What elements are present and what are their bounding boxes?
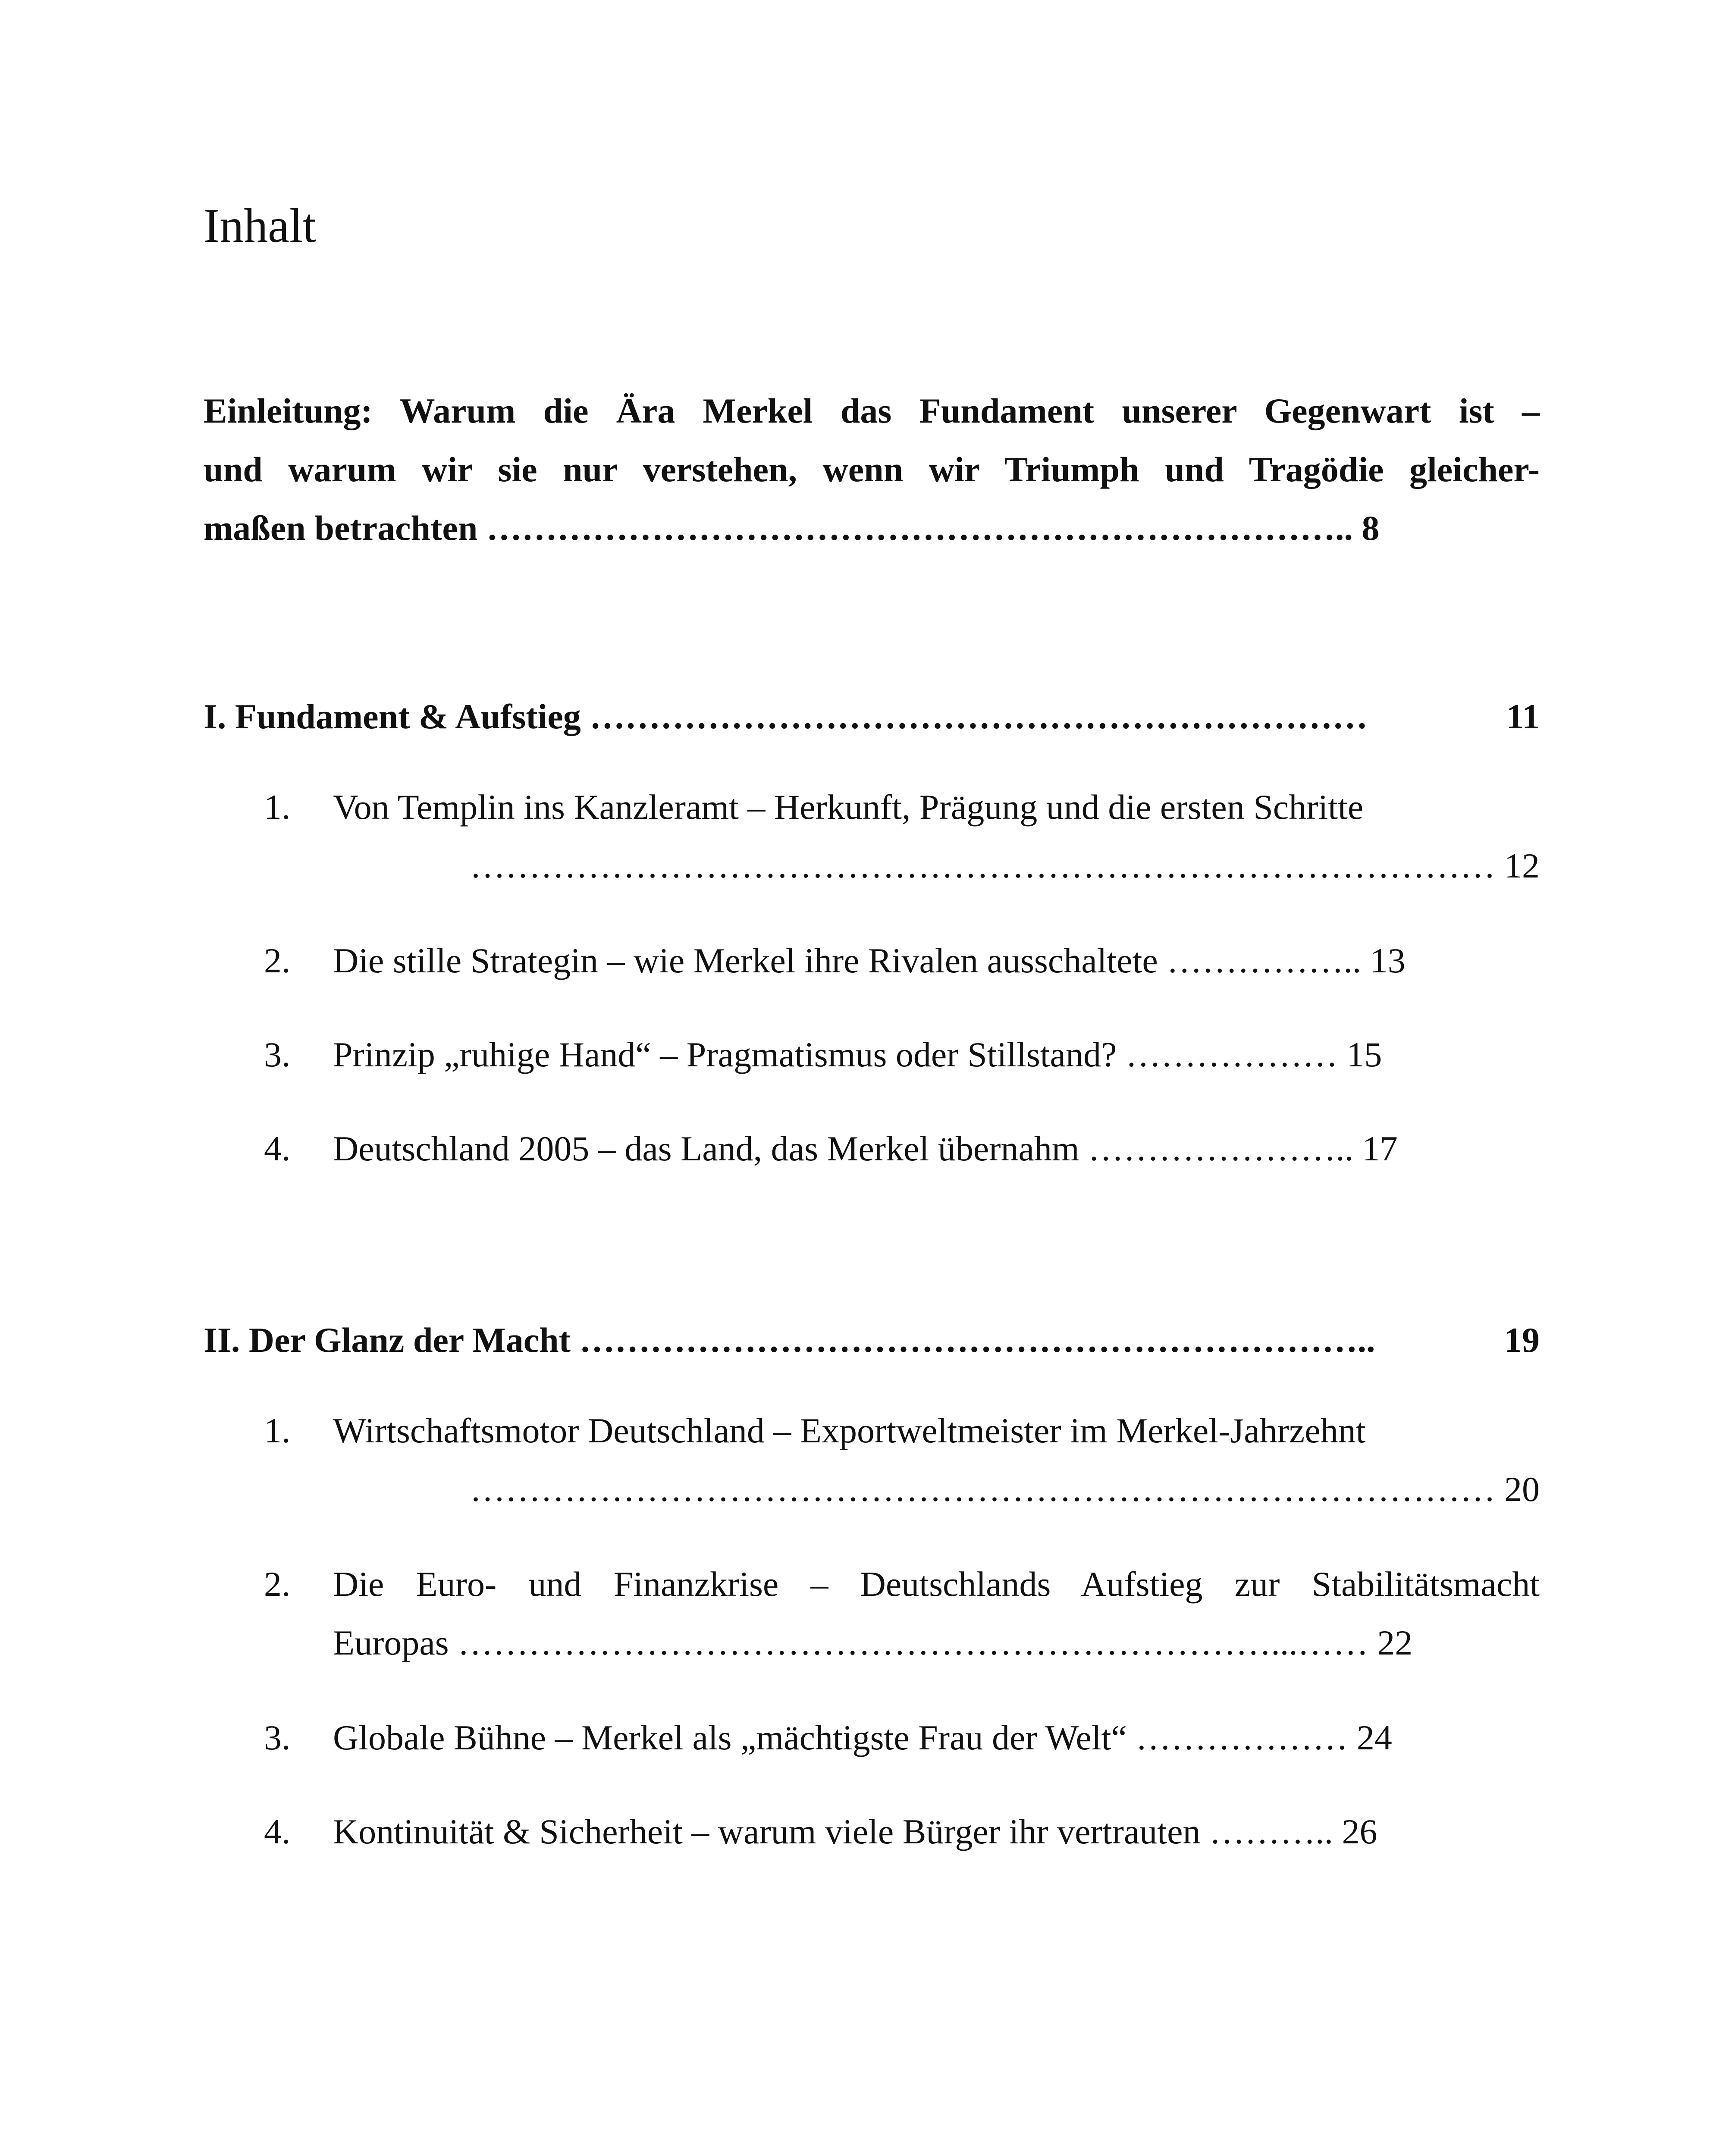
part-1-page-number: 11 — [1506, 697, 1540, 736]
item-2-4-page-number: 26 — [1342, 1812, 1377, 1851]
item-2-4-text: Kontinuität & Sicherheit – warum viele Bürger ihr vertrauten — [333, 1812, 1201, 1851]
intro-line-3 — [204, 499, 1540, 558]
item-2-3-number: 3. — [264, 1718, 291, 1757]
item-1-3-page-number: 15 — [1346, 1035, 1382, 1074]
item-2-4-body — [333, 1802, 1540, 1861]
item-1-3-leader: ……………… — [1125, 1035, 1338, 1074]
item-2-3-page-number: 24 — [1356, 1718, 1392, 1757]
item-2-2-page-number: 22 — [1377, 1623, 1413, 1662]
item-2-2-leader: ……………………………………………………………...…… — [458, 1623, 1368, 1662]
part-1-leader: ………………………………………………………… — [590, 697, 1368, 736]
item-2-1-leader: …………………………………………………………………………… — [470, 1470, 1496, 1509]
intro-line-2: und warum wir sie nur verstehen, wenn wir Triumph und Tragödie gleicher- — [204, 450, 1540, 489]
item-1-2-leader: …………….. — [1167, 941, 1362, 980]
item-2-1-page-number: 20 — [1504, 1470, 1540, 1509]
intro-leader: ……………………………………………………………….. — [486, 508, 1353, 548]
item-2-1-body — [333, 1401, 1540, 1519]
item-1-4-leader: ………………….. — [1088, 1129, 1354, 1168]
part-2-leader: ………………………………………………………….. — [579, 1320, 1375, 1360]
item-1-4-text: Deutschland 2005 – das Land, das Merkel übernahm — [333, 1129, 1079, 1168]
item-1-4-number: 4. — [264, 1129, 291, 1168]
item-2-1-text: Wirtschaftsmotor Deutschland – Exportweltmeister im Merkel-Jahrzehnt — [333, 1411, 1366, 1450]
item-1-2-body — [333, 931, 1540, 990]
item-1-3-text: Prinzip „ruhige Hand“ – Pragmatismus oder Stillstand? — [333, 1035, 1117, 1074]
item-2-3-leader: ……………… — [1136, 1718, 1348, 1757]
intro-line-3-text: maßen betrachten — [204, 508, 478, 548]
item-2-1-number: 1. — [264, 1411, 291, 1450]
item-2-3-text: Globale Bühne – Merkel als „mächtigste Frau der Welt“ — [333, 1718, 1127, 1757]
item-1-1-page-number: 12 — [1504, 846, 1540, 885]
intro-line-1: Einleitung: Warum die Ära Merkel das Fundament unserer Gegenwart ist – — [204, 391, 1540, 430]
item-2-2-text-line-1: Die Euro- und Finanzkrise – Deutschlands Aufstieg zur Stabilitätsmacht — [333, 1564, 1540, 1604]
toc-part-1[interactable] — [204, 687, 1540, 746]
item-2-1-leader-line — [333, 1460, 1540, 1519]
item-1-2-page-number: 13 — [1370, 941, 1406, 980]
intro-page-number: 8 — [1362, 508, 1380, 548]
page-title: Inhalt — [204, 199, 317, 253]
item-2-2-text-line-2 — [333, 1614, 1540, 1672]
toc-item-1-1[interactable] — [204, 778, 1540, 895]
item-2-2-text-end: Europas — [333, 1623, 449, 1662]
part-2-page-number: 19 — [1504, 1320, 1540, 1360]
item-2-2-body — [333, 1555, 1540, 1672]
item-2-4-number: 4. — [264, 1812, 291, 1851]
part-1-title: I. Fundament & Aufstieg — [204, 697, 581, 736]
item-1-4-page-number: 17 — [1362, 1129, 1398, 1168]
item-1-3-body — [333, 1025, 1540, 1084]
item-2-2-number: 2. — [264, 1564, 291, 1604]
item-2-4-leader: ……….. — [1209, 1812, 1333, 1851]
part-2-title: II. Der Glanz der Macht — [204, 1320, 571, 1360]
toc-item-2-2[interactable] — [204, 1555, 1540, 1672]
toc-part-2[interactable] — [204, 1311, 1540, 1369]
item-1-2-number: 2. — [264, 941, 291, 980]
item-1-3-number: 3. — [264, 1035, 291, 1074]
item-1-2-text: Die stille Strategin – wie Merkel ihre Rivalen ausschaltete — [333, 941, 1158, 980]
item-1-1-text: Von Templin ins Kanzleramt – Herkunft, Prägung und die ersten Schritte — [333, 787, 1364, 827]
item-1-1-leader: …………………………………………………………………………… — [470, 846, 1496, 885]
item-2-3-body — [333, 1708, 1540, 1767]
item-1-1-leader-line — [333, 837, 1540, 895]
item-1-4-body — [333, 1119, 1540, 1178]
item-1-1-body — [333, 778, 1540, 895]
item-1-1-number: 1. — [264, 787, 291, 827]
toc-item-2-1[interactable] — [204, 1401, 1540, 1519]
toc-entry-introduction[interactable] — [204, 382, 1540, 558]
